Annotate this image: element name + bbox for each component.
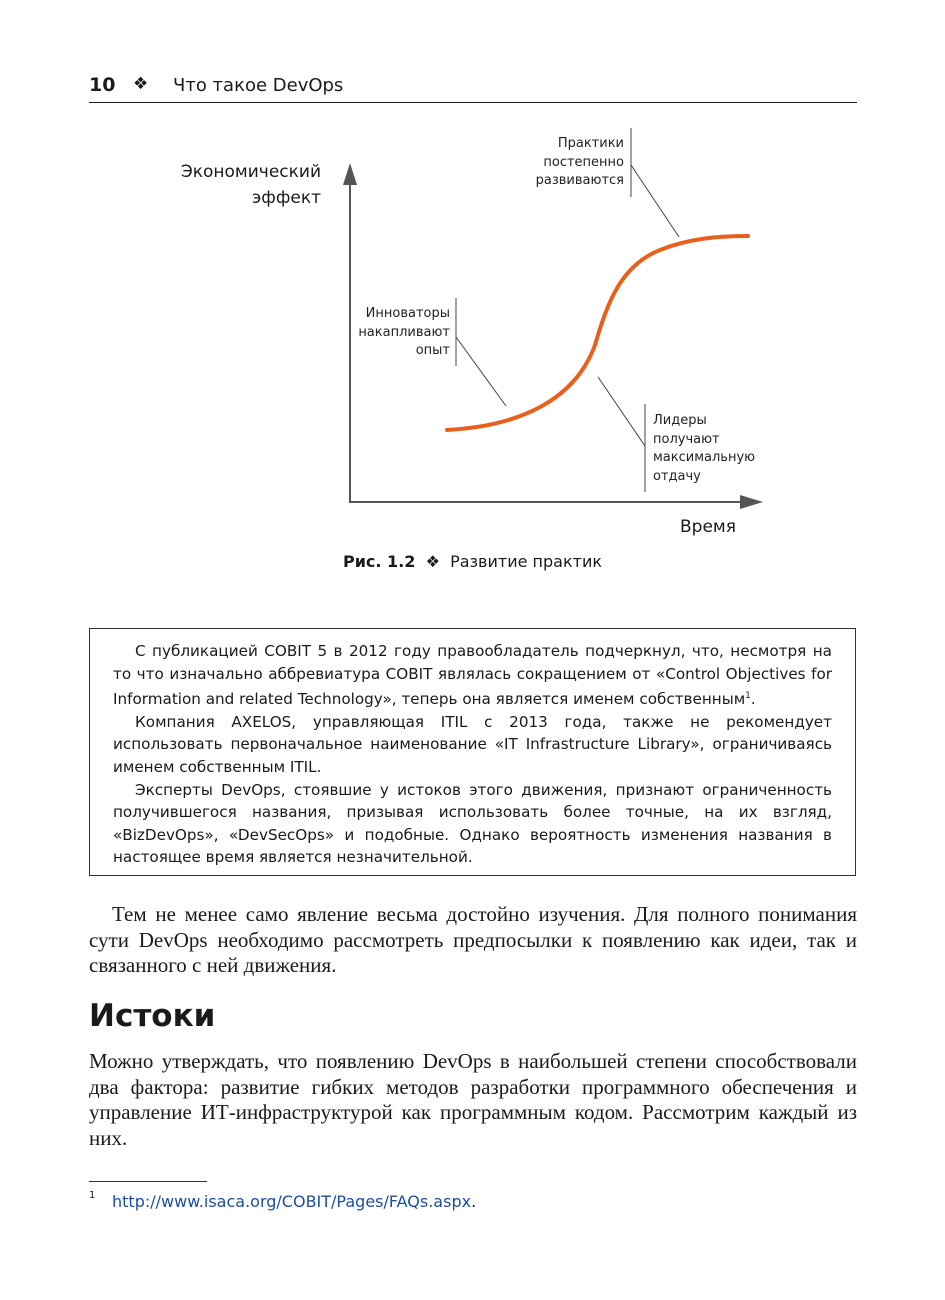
footnote-link[interactable]: http://www.isaca.org/COBIT/Pages/FAQs.aspx — [112, 1192, 472, 1211]
section-heading: Истоки — [89, 998, 216, 1034]
caption-text: Развитие практик — [450, 552, 602, 571]
annotation-innovators — [350, 305, 450, 361]
annotation-leaders-line: отдачу — [653, 468, 701, 484]
footnote-ref[interactable]: 1 — [745, 691, 751, 702]
y-axis-label — [170, 159, 321, 211]
note-paragraph-text: С публикацией COBIT 5 в 2012 году правообладатель подчеркнул, что, несмотря на то что изначально аббревиатура COBIT являлась сокращением от «Control Objectives for Information and related Technology», теперь она является именем собственным — [113, 642, 832, 709]
annotation-practices — [520, 135, 624, 191]
footnote-trailing: . — [471, 1192, 477, 1211]
caption-label: Рис. 1.2 — [342, 552, 416, 571]
annotation-leaders-line: получают — [653, 431, 720, 447]
x-axis-arrow-icon — [740, 495, 763, 509]
s-curve — [447, 236, 748, 430]
y-axis-arrow-icon — [343, 163, 357, 185]
annotation-practices-line: развиваются — [535, 173, 624, 188]
footnote — [112, 1192, 476, 1211]
figure-diagram — [0, 0, 945, 600]
figure-practice-development — [0, 0, 945, 600]
annotation-practices-line: постепенно — [543, 154, 624, 170]
body-paragraph: Тем не менее само явление весьма достойно изучения. Для полного понимания сути DevOps необходимо рассмотреть предпосылки к появлению как идеи, так и связанного с ней движения. — [89, 902, 857, 977]
note-box — [89, 628, 856, 876]
note-paragraph-end: . — [750, 690, 756, 709]
body-paragraph: Можно утверждать, что появлению DevOps в наибольшей степени способствовали два фактора: развитие гибких методов разработки программного обеспечения и управление ИТ-инфраструктурой как программным кодом. Рассмотрим каждый из них. — [89, 1049, 857, 1150]
practices-pointer-line — [631, 165, 679, 237]
footnote-rule — [89, 1181, 207, 1182]
chapter-title: Что такое DevOps — [173, 75, 344, 96]
annotation-leaders-line: Лидеры — [653, 413, 707, 428]
annotation-practices-line: Практики — [557, 136, 624, 151]
annotation-innovators-line: опыт — [415, 343, 450, 358]
innovators-pointer-line — [456, 337, 506, 406]
y-axis-label-line2: эффект — [251, 188, 321, 208]
note-paragraph: Эксперты DevOps, стоявшие у истоков этого движения, признают ограниченность получившегося названия, призывая использовать более точные, на их взгляд, «BizDevOps», «DevSecOps» и подобные. Однако вероятность изменения названия в настоящее время является незначительной. — [113, 780, 832, 867]
note-paragraph: Компания AXELOS, управляющая ITIL с 2013 года, также не рекомендует использовать первоначальное наименование «IT Infrastructure Library», ограничиваясь именем собственным ITIL. — [113, 712, 832, 777]
caption-ornament-icon: ❖ — [425, 552, 440, 571]
page-number: 10 — [89, 74, 116, 96]
footnote-mark: 1 — [89, 1190, 96, 1201]
annotation-innovators-line: Инноваторы — [365, 306, 450, 321]
note-paragraph — [113, 640, 832, 711]
figure-caption — [0, 552, 945, 571]
annotation-leaders-line: максимальную — [653, 450, 756, 465]
x-axis-label: Время — [680, 517, 736, 537]
y-axis-label-line1: Экономический — [180, 162, 321, 182]
annotation-innovators-line: накапливают — [358, 324, 450, 340]
annotation-leaders — [653, 412, 773, 486]
leaders-pointer-line — [598, 377, 645, 446]
header-ornament-icon: ❖ — [133, 74, 149, 94]
